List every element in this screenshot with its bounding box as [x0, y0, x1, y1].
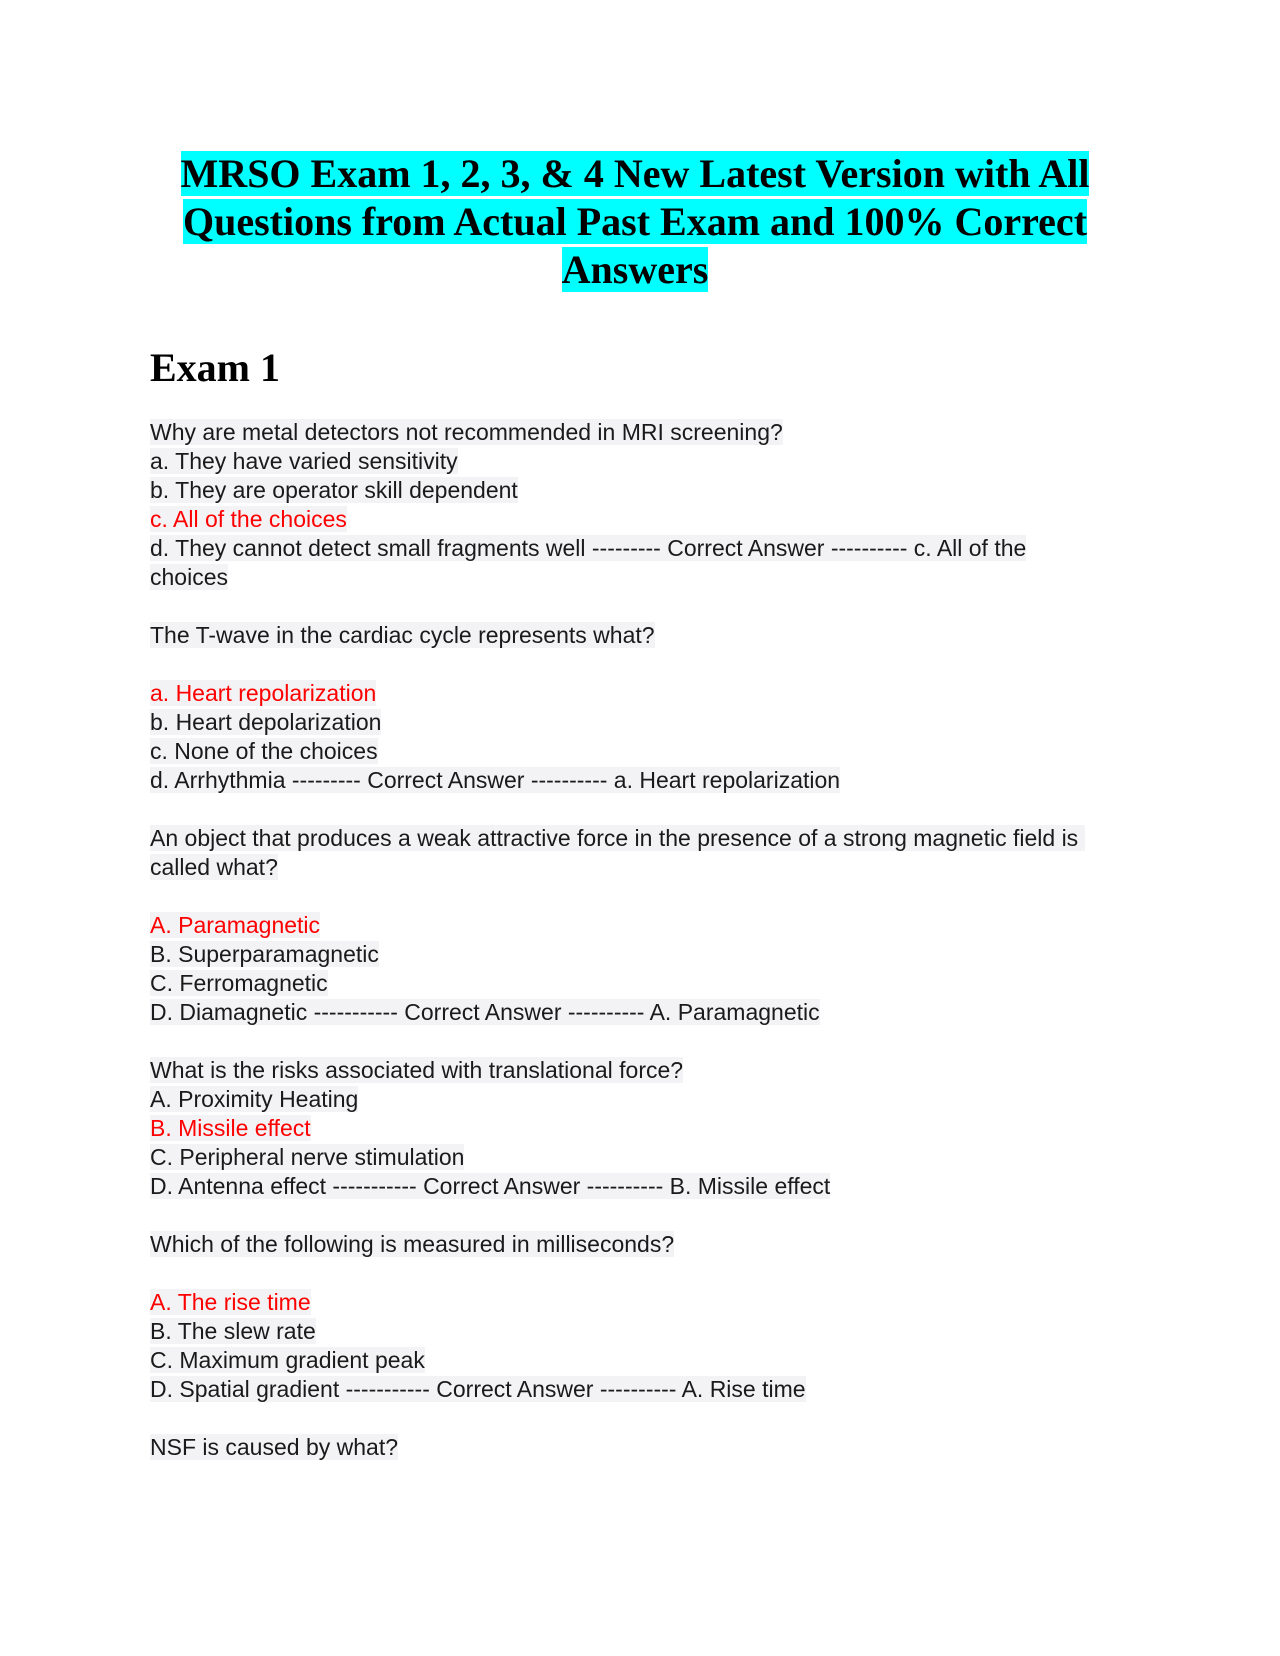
- document-title: [150, 150, 1120, 294]
- spacer: [150, 592, 1120, 621]
- answer-option-correct: c. All of the choices: [150, 506, 347, 532]
- title-line-3: Answers: [561, 247, 709, 292]
- answer-option: a. They have varied sensitivity: [150, 448, 458, 474]
- question-block: [150, 621, 1120, 795]
- question-text: Why are metal detectors not recommended in MRI screening?: [150, 419, 783, 445]
- spacer: [150, 882, 1120, 911]
- answer-option: C. Ferromagnetic: [150, 970, 328, 996]
- answer-option: c. None of the choices: [150, 738, 378, 764]
- question-block: [150, 824, 1120, 1027]
- answer-option-correct: a. Heart repolarization: [150, 680, 377, 706]
- questions-list: [150, 418, 1120, 1462]
- answer-option: B. The slew rate: [150, 1318, 316, 1344]
- question-text: NSF is caused by what?: [150, 1434, 399, 1460]
- spacer: [150, 1259, 1120, 1288]
- question-block: [150, 1056, 1120, 1201]
- spacer: [150, 795, 1120, 824]
- answer-option: C. Maximum gradient peak: [150, 1347, 425, 1373]
- section-heading: Exam 1: [150, 345, 280, 390]
- answer-option-correct: B. Missile effect: [150, 1115, 311, 1141]
- question-text: An object that produces a weak attractive force in the presence of a strong magnetic field is called what?: [150, 825, 1085, 880]
- title-line-1: MRSO Exam 1, 2, 3, & 4 New Latest Version with All: [180, 151, 1090, 196]
- question-text: Which of the following is measured in milliseconds?: [150, 1231, 675, 1257]
- spacer: [150, 1404, 1120, 1433]
- answer-option: D. Antenna effect ----------- Correct Answer ---------- B. Missile effect: [150, 1173, 831, 1199]
- answer-option: b. Heart depolarization: [150, 709, 382, 735]
- answer-option: d. Arrhythmia --------- Correct Answer ---------- a. Heart repolarization: [150, 767, 841, 793]
- answer-option-correct: A. Paramagnetic: [150, 912, 321, 938]
- answer-option: d. They cannot detect small fragments well --------- Correct Answer ---------- c. All of the: [150, 535, 1027, 561]
- title-line-2: Questions from Actual Past Exam and 100% Correct: [182, 199, 1088, 244]
- answer-option: C. Peripheral nerve stimulation: [150, 1144, 465, 1170]
- spacer: [150, 1027, 1120, 1056]
- question-text: What is the risks associated with translational force?: [150, 1057, 684, 1083]
- answer-option: B. Superparamagnetic: [150, 941, 379, 967]
- question-block: [150, 1230, 1120, 1404]
- spacer: [150, 1201, 1120, 1230]
- answer-option: D. Diamagnetic ----------- Correct Answer ---------- A. Paramagnetic: [150, 999, 820, 1025]
- question-text: The T-wave in the cardiac cycle represents what?: [150, 622, 655, 648]
- answer-option-correct: A. The rise time: [150, 1289, 311, 1315]
- answer-continuation: choices: [150, 564, 228, 590]
- answer-option: b. They are operator skill dependent: [150, 477, 518, 503]
- question-block: [150, 1433, 1120, 1462]
- answer-option: A. Proximity Heating: [150, 1086, 359, 1112]
- question-block: [150, 418, 1120, 592]
- spacer: [150, 650, 1120, 679]
- answer-option: D. Spatial gradient ----------- Correct Answer ---------- A. Rise time: [150, 1376, 806, 1402]
